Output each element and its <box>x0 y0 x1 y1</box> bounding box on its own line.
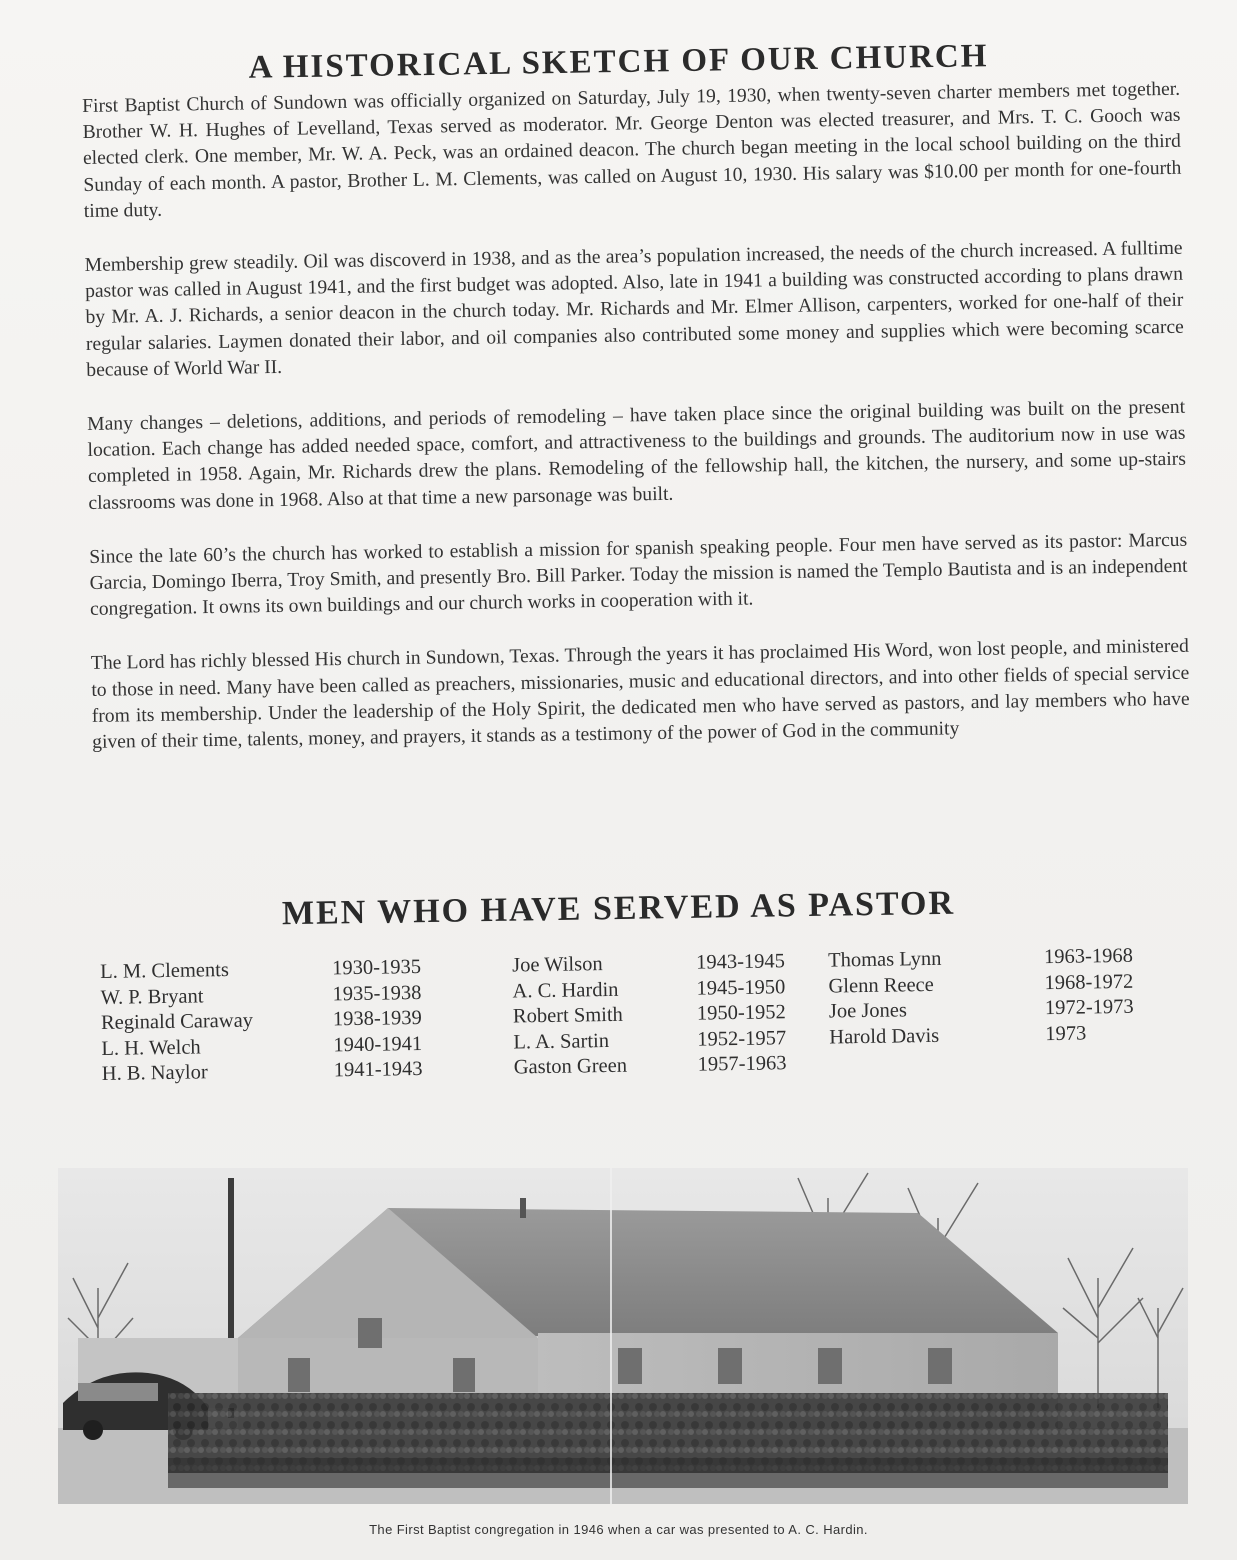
pastors-heading: MEN WHO HAVE SERVED AS PASTOR <box>281 884 956 933</box>
pastor-name: Harold Davis <box>829 1024 940 1049</box>
pastor-years-column-3 <box>1044 944 1134 1048</box>
pastor-years: 1952-1957 <box>697 1027 787 1051</box>
pastor-name: L. H. Welch <box>101 1036 201 1060</box>
pastor-years-column-1 <box>332 955 423 1084</box>
pastor-years: 1930-1935 <box>331 955 422 980</box>
pastor-name: A. C. Hardin <box>512 978 619 1003</box>
pastor-years: 1945-1950 <box>696 975 786 1000</box>
pastor-years: 1972-1973 <box>1044 995 1134 1020</box>
congregation-photo <box>58 1168 1188 1504</box>
pastor-name: Gaston Green <box>513 1055 628 1079</box>
photo-caption: The First Baptist congregation in 1946 when a car was presented to A. C. Hardin. <box>369 1522 868 1537</box>
pastor-name: W. P. Bryant <box>100 984 204 1009</box>
pastors-list <box>100 943 1182 1100</box>
pastor-names-column-1 <box>100 958 254 1088</box>
pastor-years: 1943-1945 <box>695 950 786 974</box>
pastor-name: L. M. Clements <box>100 958 230 983</box>
chimney <box>520 1198 526 1218</box>
pastor-years: 1957-1963 <box>697 1052 787 1076</box>
paragraph-3: Many changes – deletions, additions, and periods of remodeling – have taken place since the original building was built on the present location. Each change has added needed space, comfort, and attractiveness to the buildings and grounds. The auditorium now in use was completed in 1958. Again, Mr. Richards drew the plans. Remodeling of the fellowship hall, the kitchen, the nursery, and some up-stairs classrooms was done in 1968. Also at that time a new parsonage was built. <box>87 396 1187 514</box>
pastor-name: Glenn Reece <box>828 973 934 998</box>
church-photo-illustration <box>58 1168 1188 1504</box>
pastor-years: 1935-1938 <box>332 981 422 1005</box>
pastor-name: L. A. Sartin <box>513 1029 610 1054</box>
pastor-years: 1940-1941 <box>333 1032 423 1057</box>
page-title: A HISTORICAL SKETCH OF OUR CHURCH <box>248 38 989 86</box>
paragraph-2: Membership grew steadily. Oil was discoverd in 1938, and as the area’s population increased, the needs of the church increased. A fulltime pastor was called in August 1941, and the first budget was adopted. Also, late in 1941 a building was constructed according to plans drawn by Mr. A. J. Richards, a senior deacon in the church today. Mr. Richards and Mr. Elmer Allison, carpenters, worked for one-half of their regular salaries. Laymen donated their labor, and oil companies also contributed some money and supplies which were becoming scarce because of World War II. <box>84 237 1184 381</box>
pastor-years: 1963-1968 <box>1043 944 1134 969</box>
pastor-name: Joe Jones <box>828 999 908 1023</box>
history-text <box>82 77 1191 784</box>
paragraph-4: Since the late 60’s the church has worked to establish a mission for spanish speaking people. Four men have served as its pastor: Marcus Garcia, Domingo Iberra, Troy Smith, and presently Bro. Bill Parker. Today the mission is named the Templo Bautista and is an independent congregation. It owns its own buildings and our church works in cooperation with it. <box>89 529 1188 621</box>
crowd-front-row <box>168 1458 1168 1488</box>
pastor-name: Robert Smith <box>512 1003 624 1028</box>
pastor-years: 1941-1943 <box>333 1058 423 1082</box>
paragraph-1: First Baptist Church of Sundown was officially organized on Saturday, July 19, 1930, when twenty-seven charter members met together. Brother W. H. Hughes of Levelland, Texas served as moderator. Mr. George Denton was elected treasurer, and Mrs. T. C. Gooch was elected clerk. One member, Mr. W. A. Peck, was an ordained deacon. The church began meeting in the local school building on the third Sunday of each month. A pastor, Brother L. M. Clements, was called on August 10, 1930. His salary was $10.00 per month for one-fourth time duty. <box>82 78 1182 222</box>
pastor-names-column-3 <box>828 947 943 1051</box>
pastor-years-column-2 <box>696 949 787 1078</box>
pastor-name: Joe Wilson <box>511 953 603 977</box>
pastor-years: 1938-1939 <box>332 1007 422 1031</box>
pastor-years: 1973 <box>1045 1022 1087 1045</box>
pastor-name: H. B. Naylor <box>101 1061 208 1086</box>
pastor-years: 1968-1972 <box>1044 970 1134 994</box>
pastor-name: Thomas Lynn <box>827 947 942 972</box>
pastor-name: Reginald Caraway <box>100 1009 254 1035</box>
pastor-names-column-2 <box>512 952 627 1082</box>
pastor-years: 1950-1952 <box>696 1001 786 1025</box>
paragraph-5: The Lord has richly blessed His church in Sundown, Texas. Through the years it has proclaimed His Word, won lost people, and ministered to those in need. Many have been called as preachers, missionaries, music and educational directors, and into other fields of special service from its membership. Under the leadership of the Holy Spirit, the dedicated men who have served as pastors, and lay members who have given of their time, talents, money, and prayers, it stands as a testimony of the power of God in the community <box>90 636 1190 753</box>
